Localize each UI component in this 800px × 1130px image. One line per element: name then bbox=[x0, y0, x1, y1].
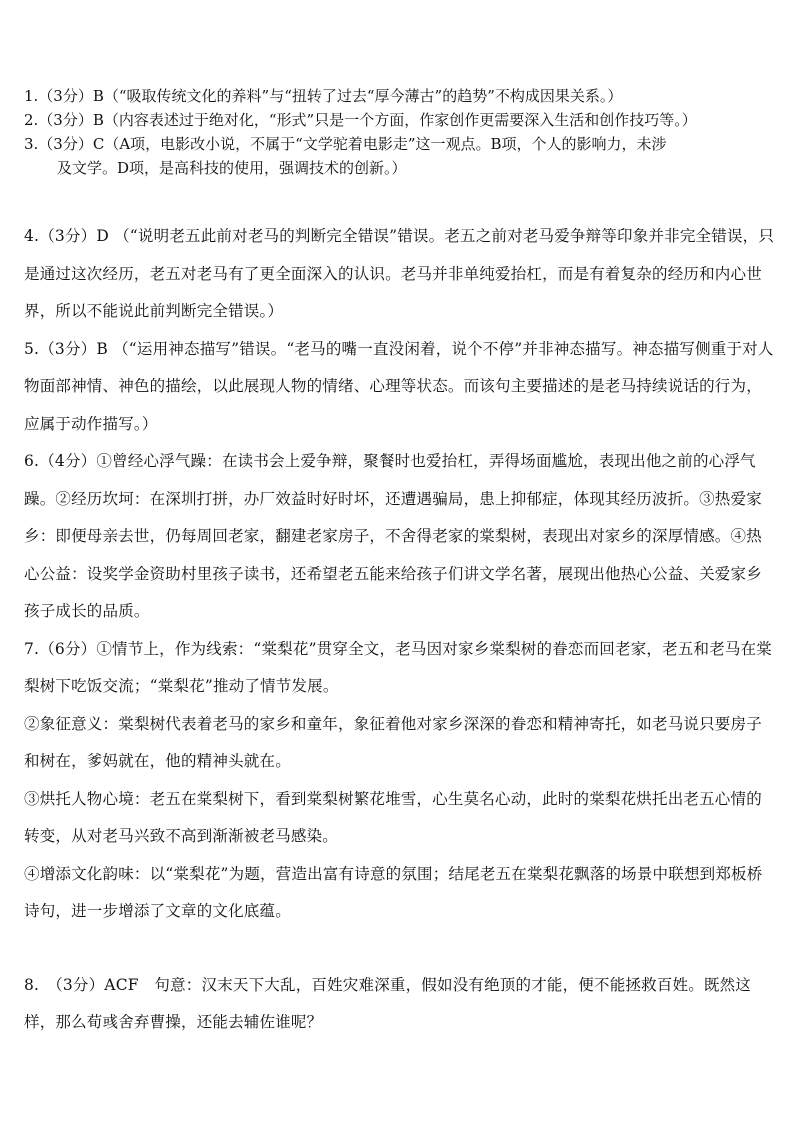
answer-7-point-2: ②象征意义：棠梨树代表着老马的家乡和童年，象征着他对家乡深深的眷恋和精神寄托，如老马说只要房子和树在，爹妈就在，他的精神头就在。 bbox=[24, 714, 762, 770]
answer-2 bbox=[24, 108, 776, 132]
answer-7-point-3: ③烘托人物心境：老五在棠梨树下，看到棠梨树繁花堆雪，心生莫名心动，此时的棠梨花烘托出老五心情的转变，从对老马兴致不高到渐渐被老马感染。 bbox=[24, 789, 762, 845]
answer-5: 5.（3分）B （“运用神态描写”错误。“老马的嘴一直没闲着，说个不停”并非神态描写。神态描写侧重于对人物面部神情、神色的描绘，以此展现人物的情绪、心理等状态。而该句主要描述的是老马持续说话的行为，应属于动作描写。） bbox=[24, 339, 774, 433]
answer-4: 4.（3分）D （“说明老五此前对老马的判断完全错误”错误。老五之前对老马爱争辩等印象并非完全错误，只是通过这次经历，老五对老马有了更全面深入的认识。老马并非单纯爱抬杠，而是有着复杂的经历和内心世界，所以不能说此前判断完全错误。） bbox=[24, 227, 775, 320]
answer-3-text: 3.（3分）C（A项，电影改小说，不属于“文学驼着电影走”这一观点。B项，个人的影响力，未涉 bbox=[24, 135, 667, 153]
answer-1 bbox=[24, 84, 776, 108]
final-answers bbox=[24, 967, 776, 1042]
long-answers bbox=[24, 218, 776, 931]
answer-3-continuation: 及文学。D项，是高科技的使用，强调技术的创新。） bbox=[57, 159, 407, 177]
answer-8: 8. （3分）ACF 句意：汉末天下大乱，百姓灾难深重，假如没有绝顶的才能，便不能拯救百姓。既然这样，那么荀彧舍弃曹操，还能去辅佐谁呢？ bbox=[24, 975, 752, 1031]
answer-6: 6.（4分）①曾经心浮气躁：在读书会上爱争辩，聚餐时也爱抬杠，弄得场面尴尬，表现出他之前的心浮气躁。②经历坎坷：在深圳打拼，办厂效益时好时坏，还遭遇骗局，患上抑郁症，体现其经历波折。③热爱家乡：即便母亲去世，仍每周回老家，翻建老家房子，不舍得老家的棠梨树，表现出对家乡的深厚情感。④热心公益：设奖学金资助村里孩子读书，还希望老五能来给孩子们讲文学名著，展现出他热心公益、关爱家乡孩子成长的品质。 bbox=[24, 452, 762, 620]
answer-2-text: 2.（3分）B（内容表述过于绝对化，“形式”只是一个方面，作家创作更需要深入生活和创作技巧等。） bbox=[24, 111, 697, 129]
answer-7: 7.（6分）①情节上，作为线索：“棠梨花”贯穿全文，老马因对家乡棠梨树的眷恋而回老家，老五和老马在棠梨树下吃饭交流；“棠梨花”推动了情节发展。 bbox=[24, 639, 773, 695]
answer-7-point-4: ④增添文化韵味：以“棠梨花”为题，营造出富有诗意的氛围；结尾老五在棠梨花飘落的场景中联想到郑板桥诗句，进一步增添了文章的文化底蕴。 bbox=[24, 864, 763, 920]
answer-3 bbox=[24, 132, 776, 180]
short-answers bbox=[24, 84, 776, 180]
answer-1-text: 1.（3分）B（“吸取传统文化的养料”与“扭转了过去“厚今薄古”的趋势”不构成因果关系。） bbox=[24, 87, 623, 105]
